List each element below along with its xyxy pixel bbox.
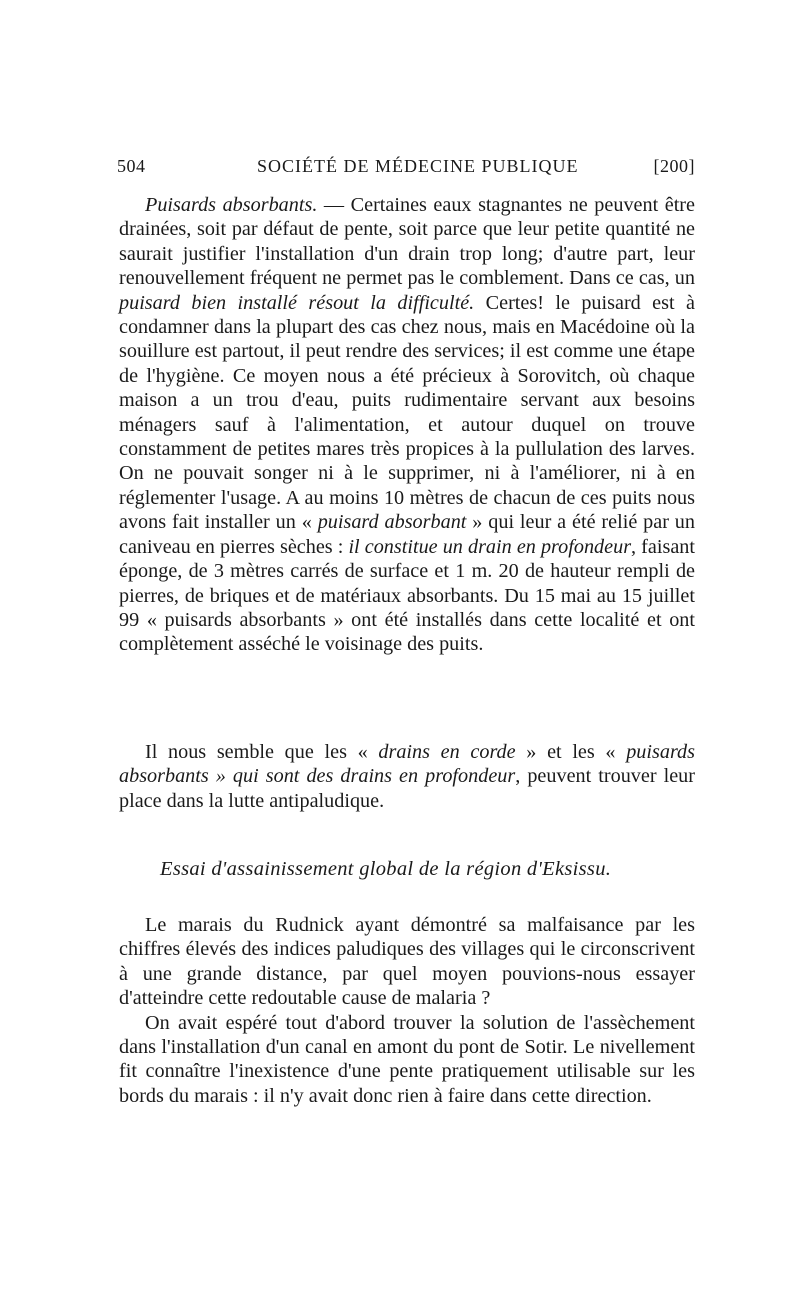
section-heading: Essai d'assainissement global de la région d'Eksissu.	[160, 858, 612, 880]
paragraph-text: Il nous semble que les «	[145, 741, 379, 763]
paragraph-italic: puisard bien installé résout la difficulté.	[119, 291, 475, 314]
page-number: 504	[117, 156, 146, 176]
bracketed-page-number: [200]	[653, 156, 695, 176]
paragraph-lead-italic: Puisards absorbants.	[145, 194, 318, 216]
paragraph-sotir: On avait espéré tout d'abord trouver la solution de l'assèchement dans l'installation d'un canal en amont du pont de Sotir. Le nivellement fit connaître l'inexistence d'une pente pratiquement utilisable sur les bords du marais : il n'y avait donc rien à faire dans cette direction.	[119, 1011, 695, 1107]
text-block-eksissu	[119, 913, 695, 1108]
paragraph-text: » et les «	[515, 741, 627, 763]
paragraph-rudnick: Le marais du Rudnick ayant démontré sa malfaisance par les chiffres élevés des indices paludiques des villages qui le circonscrivent à une grande distance, par quel moyen pouvions-nous essayer d'atteindre cette redoutable cause de malaria ?	[119, 914, 695, 1010]
paragraph-drains	[119, 740, 695, 813]
paragraph-italic: drains en corde	[378, 741, 516, 763]
paragraph-text: » qui leur a été relié par un caniveau en pierres sèches :	[119, 511, 695, 558]
paragraph-italic: puisards absorbants » qui sont des drains en profondeur	[119, 741, 696, 788]
paragraph-text: Certes! le puisard est à condamner dans la plupart des cas chez nous, mais en Macédoine où la souillure est partout, il peut rendre des services; il est comme une étape de l'hygiène. Ce moyen nous a été précieux à Sorovitch, où chaque maison a un trou d'eau, puits rudimentaire servant aux besoins ménagers sauf à l'alimentation, et autour duquel on trouve constamment de petites mares très propices à la pullulation des larves. On ne pouvait songer ni à le supprimer, ni à l'améliorer, ni à en réglementer l'usage. A au moins 10 mètres de chacun de ces puits nous avons fait installer un «	[119, 291, 695, 534]
running-header	[117, 156, 695, 186]
paragraph-text: , faisant éponge, de 3 mètres carrés de surface et 1 m. 20 de hauteur rempli de pierres, de briques et de matériaux absorbants. Du 15 mai au 15 juillet 99 « puisards absorbants » ont été installés dans cette localité et ont complètement asséché le voisinage des puits.	[119, 535, 695, 656]
paragraph-puisards	[119, 193, 695, 657]
text-block-puisards	[119, 193, 695, 657]
paragraph-italic: il constitue un drain en profondeur	[348, 535, 632, 558]
paragraph-text: — Certaines eaux stagnantes ne peuvent être drainées, soit par défaut de pente, soit parce que leur petite quantité ne saurait justifier l'installation d'un drain trop long; d'autre part, leur renouvellement fréquent ne permet pas le comblement. Dans ce cas, un	[119, 194, 695, 290]
paragraph-italic: puisard absorbant	[317, 511, 467, 534]
journal-title: SOCIÉTÉ DE MÉDECINE PUBLIQUE	[257, 156, 579, 176]
paragraph-text: , peuvent trouver leur place dans la lutte antipaludique.	[119, 765, 695, 812]
text-block-antipaludique	[119, 740, 695, 813]
